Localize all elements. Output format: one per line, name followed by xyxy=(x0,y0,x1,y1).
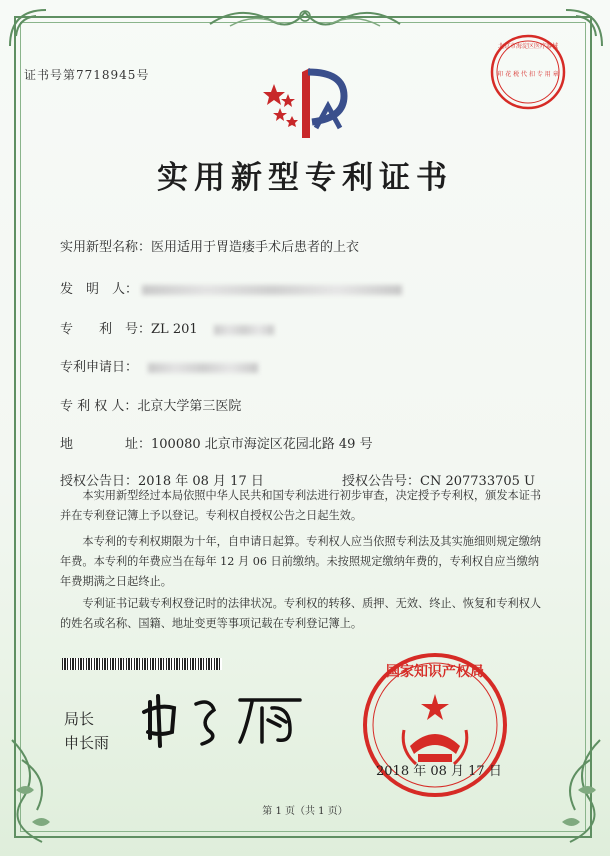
corner-ornament-br xyxy=(530,730,610,850)
announce-number-label: 授权公告号： xyxy=(342,474,421,489)
patent-number-label: 专 利 号： xyxy=(60,322,152,337)
field-utility-model-name xyxy=(60,236,359,255)
page-footer: 第 1 页（共 1 页） xyxy=(262,806,348,817)
paragraph-term: 本专利的专利权期限为十年，自申请日起算。专利权人应当依照专利法及其实施细则规定缴纳年费。本专利的年费应当在每年 12 月 06 日前缴纳。未按照规定缴纳年费的，专利权自应当缴纳年费期满之日起终止。 xyxy=(60,535,542,588)
utility-model-name-value: 医用适用于胃造瘘手术后患者的上衣 xyxy=(151,240,360,255)
application-date-redacted xyxy=(148,363,258,373)
utility-model-name-label: 实用新型名称： xyxy=(60,240,152,255)
official-seal-text: 国家知识产权局 xyxy=(386,664,484,680)
announce-number-value: CN 207733705 U xyxy=(420,474,535,489)
certificate-title: 实用新型专利证书 xyxy=(157,160,453,196)
patent-number-value: ZL 201 xyxy=(151,322,198,337)
tax-seal-ring-text: 北京市海淀区医疗器械 xyxy=(497,43,559,50)
patent-number-redacted xyxy=(214,325,274,335)
director-signature xyxy=(140,690,310,750)
patent-office-logo xyxy=(258,62,358,142)
announce-date-value: 2018 年 08 月 17 日 xyxy=(138,474,264,489)
director-name-label: 申长雨 xyxy=(64,734,110,752)
address-label: 地 址： xyxy=(60,437,152,452)
certificate-number: 证书号第7718945号 xyxy=(24,68,150,82)
corner-ornament-tl xyxy=(6,6,56,56)
field-patent-number xyxy=(60,318,274,337)
inventor-label: 发 明 人： xyxy=(60,282,139,297)
seal-date: 2018 年 08 月 17 日 xyxy=(376,764,502,779)
paragraph-grant: 本实用新型经过本局依照中华人民共和国专利法进行初步审查，决定授予专利权，颁发本证书并在专利登记簿上予以登记。专利权自授权公告之日起生效。 xyxy=(60,489,542,522)
tax-seal-center-text: 印 花 税 代 扣 专 用 章 xyxy=(497,71,559,78)
announce-date-label: 授权公告日： xyxy=(60,474,139,489)
field-application-date xyxy=(60,356,258,375)
patentee-label: 专 利 权 人： xyxy=(60,399,138,414)
inventor-redacted xyxy=(142,285,402,295)
field-patentee xyxy=(60,395,241,414)
field-address xyxy=(60,433,373,452)
application-date-label: 专利申请日： xyxy=(60,360,139,375)
address-value: 100080 北京市海淀区花园北路 49 号 xyxy=(151,437,373,452)
patentee-value: 北京大学第三医院 xyxy=(137,399,242,414)
paragraph-legal-status: 专利证书记载专利权登记时的法律状况。专利权的转移、质押、无效、终止、恢复和专利权人的姓名或名称、国籍、地址变更等事项记载在专利登记簿上。 xyxy=(60,597,542,630)
top-ornament xyxy=(200,2,410,36)
field-inventor xyxy=(60,278,402,297)
tax-seal xyxy=(488,32,568,112)
director-label: 局长 xyxy=(64,710,95,728)
barcode xyxy=(62,658,222,670)
